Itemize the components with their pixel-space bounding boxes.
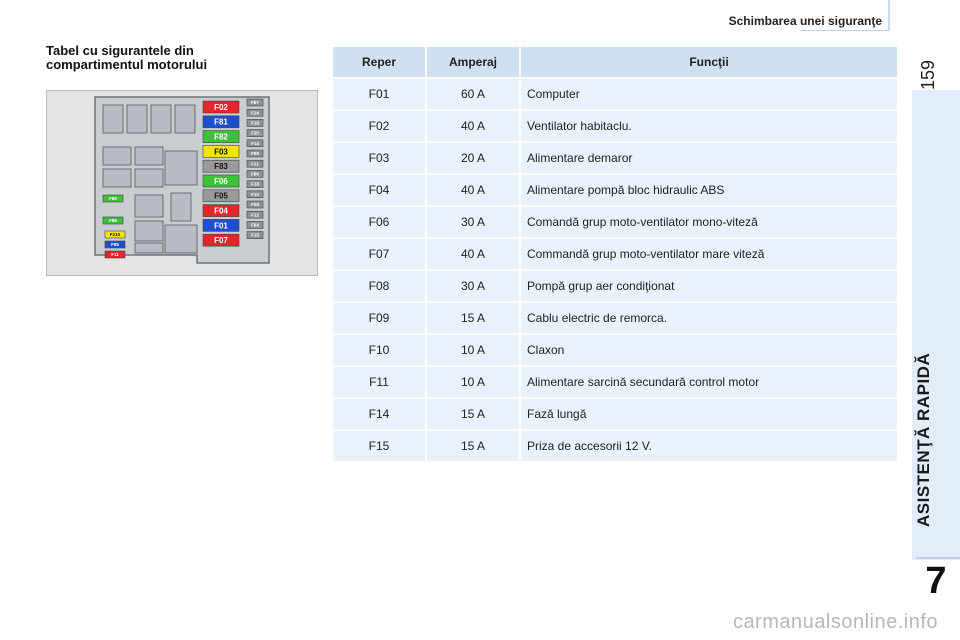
cell-amp: 30 A	[427, 207, 521, 237]
section-title	[46, 44, 306, 72]
cell-ref: F04	[333, 175, 427, 205]
fuse-label	[247, 119, 263, 126]
fuse-label-text: F05	[214, 191, 228, 201]
fuse-label	[203, 160, 239, 172]
header-rule	[800, 30, 890, 31]
fuse-label	[203, 219, 239, 231]
table-row	[333, 175, 897, 205]
fuse-label-text: F210	[109, 232, 121, 238]
chapter-title: ASISTENŢĂ RAPIDĂ	[914, 352, 933, 528]
cell-fn: Priza de accesorii 12 V.	[521, 431, 897, 461]
right-rail	[888, 0, 890, 30]
cell-fn: Comandă grup moto-ventilator mono-viteză	[521, 207, 897, 237]
fuse-label-text: F83	[214, 162, 228, 172]
fuse-label-text: F02	[214, 102, 228, 112]
fuse-label	[203, 175, 239, 187]
fuse-label-text: F07	[214, 236, 228, 246]
cell-ref: F06	[333, 207, 427, 237]
cell-amp: 20 A	[427, 143, 521, 173]
fuse-label-text: F88	[109, 218, 117, 224]
fuse-label	[105, 241, 125, 248]
cell-amp: 60 A	[427, 79, 521, 109]
cell-fn: Alimentare sarcină secundară control motor	[521, 367, 897, 397]
fuse-label-text: F84	[251, 222, 259, 228]
fuse-label-text: F10	[251, 191, 259, 197]
cell-fn: Pompă grup aer condiţionat	[521, 271, 897, 301]
fuse-label	[247, 99, 263, 106]
fuse-label-text: F82	[214, 132, 228, 142]
relay-block	[135, 221, 163, 241]
fuse-label-text: F09	[251, 151, 259, 157]
fuse-label	[247, 170, 263, 177]
cell-fn: Cablu electric de remorca.	[521, 303, 897, 333]
fuse-label-text: F21	[251, 161, 259, 167]
fuse-label-text: F86	[251, 171, 259, 177]
table-row	[333, 271, 897, 301]
cell-ref: F07	[333, 239, 427, 269]
cell-ref: F03	[333, 143, 427, 173]
cell-ref: F10	[333, 335, 427, 365]
cell-fn: Commandă grup moto-ventilator mare viteză	[521, 239, 897, 269]
header-title: Schimbarea unei siguranţe	[728, 14, 882, 28]
fuse-label	[203, 131, 239, 143]
relay-block	[103, 105, 123, 133]
cell-amp: 15 A	[427, 399, 521, 429]
fuse-label-text: F87	[251, 100, 259, 106]
fusebox-svg	[47, 91, 317, 275]
fusebox-diagram	[46, 90, 318, 276]
fuse-label-text: F14	[251, 140, 259, 146]
relay-block	[171, 193, 191, 221]
fuse-label-text: F01	[214, 221, 228, 231]
fuse-label	[105, 231, 125, 238]
fuse-label	[203, 234, 239, 246]
cell-ref: F08	[333, 271, 427, 301]
cell-ref: F09	[333, 303, 427, 333]
fuse-label-text: F15	[251, 232, 259, 238]
relay-block	[103, 169, 131, 187]
fuse-table	[333, 45, 897, 463]
fuse-label	[247, 232, 263, 239]
fuse-label-text: F85	[111, 242, 119, 248]
fuse-label-text: F18	[251, 181, 259, 187]
cell-ref: F14	[333, 399, 427, 429]
table-row	[333, 207, 897, 237]
fuse-label-text: F24	[251, 110, 259, 116]
relay-block	[165, 151, 197, 185]
fuse-label	[247, 140, 263, 147]
table-row	[333, 111, 897, 141]
cell-amp: 15 A	[427, 431, 521, 461]
fuse-label	[247, 201, 263, 208]
fuse-label	[203, 190, 239, 202]
cell-ref: F01	[333, 79, 427, 109]
cell-fn: Fază lungă	[521, 399, 897, 429]
cell-fn: Claxon	[521, 335, 897, 365]
fuse-label	[103, 217, 123, 224]
fuse-label-text: F16	[251, 120, 259, 126]
fuse-label-text: F06	[214, 176, 228, 186]
chapter-rule	[916, 557, 960, 559]
cell-amp: 40 A	[427, 175, 521, 205]
page-number: 159	[918, 60, 938, 91]
cell-fn: Ventilator habitaclu.	[521, 111, 897, 141]
relay-block	[151, 105, 171, 133]
cell-ref: F15	[333, 431, 427, 461]
fuse-label	[247, 130, 263, 137]
table-row	[333, 303, 897, 333]
fuse-label	[103, 195, 123, 202]
relay-block	[103, 147, 131, 165]
cell-amp: 10 A	[427, 335, 521, 365]
section-title-line1: Tabel cu sigurantele din	[46, 43, 194, 58]
header-amp: Amperaj	[427, 47, 521, 77]
cell-ref: F11	[333, 367, 427, 397]
fuse-label	[247, 160, 263, 167]
table-row	[333, 431, 897, 461]
table-row	[333, 79, 897, 109]
fuse-label	[247, 181, 263, 188]
table-row	[333, 399, 897, 429]
fuse-label-text: F08	[251, 202, 259, 208]
cell-amp: 40 A	[427, 111, 521, 141]
table-row	[333, 239, 897, 269]
fuse-label	[247, 221, 263, 228]
cell-amp: 10 A	[427, 367, 521, 397]
fuse-label-text: F11	[111, 252, 119, 258]
section-title-line2: compartimentul motorului	[46, 57, 208, 72]
fuse-label	[247, 211, 263, 218]
cell-fn: Alimentare pompă bloc hidraulic ABS	[521, 175, 897, 205]
fuse-label	[203, 101, 239, 113]
header-ref: Reper	[333, 47, 427, 77]
fuse-label	[203, 116, 239, 128]
table-row	[333, 335, 897, 365]
fuse-label-text: F80	[109, 196, 117, 202]
relay-block	[135, 195, 163, 217]
cell-ref: F02	[333, 111, 427, 141]
fuse-label	[247, 191, 263, 198]
cell-amp: 40 A	[427, 239, 521, 269]
relay-block	[175, 105, 195, 133]
cell-amp: 15 A	[427, 303, 521, 333]
relay-block	[135, 243, 163, 253]
table-row	[333, 367, 897, 397]
header-fn: Funcţii	[521, 47, 897, 77]
fuse-label	[203, 205, 239, 217]
watermark: carmanualsonline.info	[732, 611, 938, 633]
fuse-label	[247, 109, 263, 116]
cell-amp: 30 A	[427, 271, 521, 301]
cell-fn: Alimentare demaror	[521, 143, 897, 173]
chapter-number: 7	[912, 560, 960, 610]
table-row	[333, 143, 897, 173]
relay-block	[135, 147, 163, 165]
fuse-label	[203, 145, 239, 157]
fuse-label-text: F20	[251, 130, 259, 136]
relay-block	[135, 169, 163, 187]
relay-block	[127, 105, 147, 133]
fuse-label	[247, 150, 263, 157]
fuse-label	[105, 251, 125, 258]
fuse-label-text: F81	[214, 117, 228, 127]
table-header-row	[333, 47, 897, 77]
fuse-label-text: F03	[214, 147, 228, 157]
relay-block	[165, 225, 197, 253]
fuse-label-text: F04	[214, 206, 228, 216]
cell-fn: Computer	[521, 79, 897, 109]
fuse-label-text: F12	[251, 212, 259, 218]
